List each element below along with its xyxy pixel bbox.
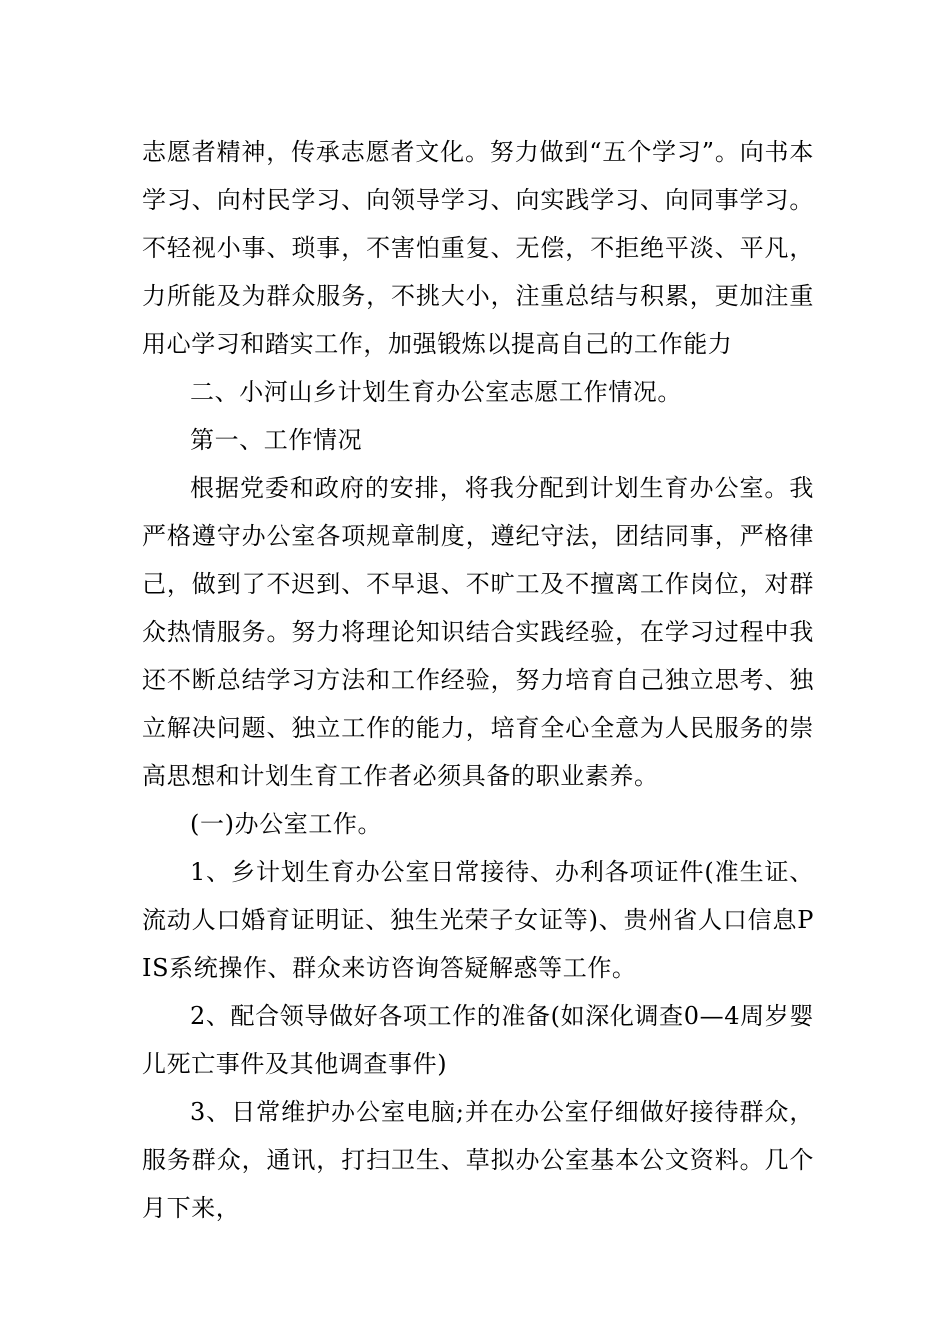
paragraph-2-section-heading: 二、小河山乡计划生育办公室志愿工作情况。 [190,378,682,406]
paragraph-5-subheading: (一)办公室工作。 [190,810,383,838]
paragraph-8-list-item: 3、日常维护办公室电脑;并在办公室仔细做好接待群众，服务群众，通讯，打扫卫生、草拟办公室基本公文资料。几个月下来， [142,1098,814,1222]
document-body [142,128,814,1232]
paragraph-6-list-item: 1、乡计划生育办公室日常接待、办利各项证件(准生证、流动人口婚育证明证、独生光荣子女证等)、贵州省人口信息PIS系统操作、群众来访咨询答疑解惑等工作。 [142,858,814,982]
paragraph-7-list-item: 2、配合领导做好各项工作的准备(如深化调查0—4周岁婴儿死亡事件及其他调查事件) [142,1002,814,1078]
paragraph-4: 根据党委和政府的安排，将我分配到计划生育办公室。我严格遵守办公室各项规章制度，遵纪守法，团结同事，严格律己，做到了不迟到、不早退、不旷工及不擅离工作岗位，对群众热情服务。努力将理论知识结合实践经验，在学习过程中我还不断总结学习方法和工作经验，努力培育自己独立思考、独立解决问题、独立工作的能力，培育全心全意为人民服务的崇高思想和计划生育工作者必须具备的职业素养。 [142,474,814,790]
paragraph-3-subheading: 第一、工作情况 [190,426,363,454]
paragraph-1: 志愿者精神，传承志愿者文化。努力做到“五个学习”。向书本学习、向村民学习、向领导学习、向实践学习、向同事学习。不轻视小事、琐事，不害怕重复、无偿，不拒绝平淡、平凡，力所能及为群众服务，不挑大小，注重总结与积累，更加注重用心学习和踏实工作，加强锻炼以提高自己的工作能力 [142,138,814,358]
